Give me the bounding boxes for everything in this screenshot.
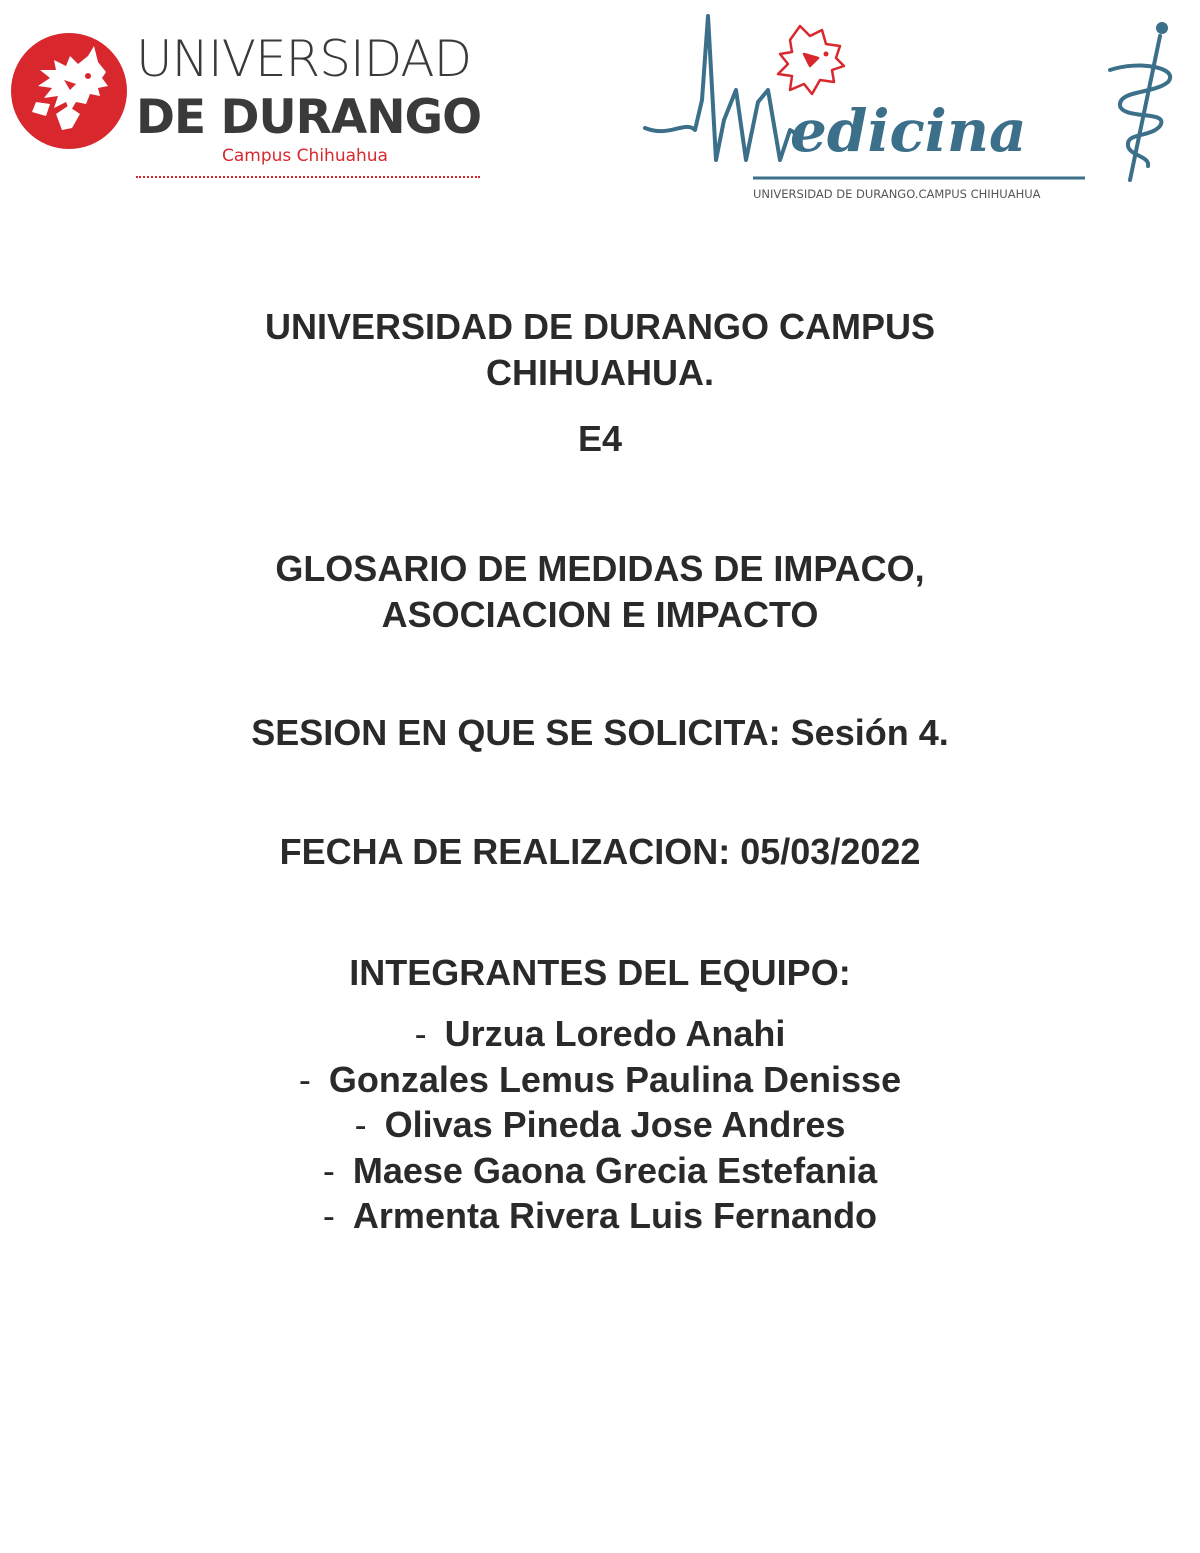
list-item	[100, 1102, 1100, 1148]
university-logo	[10, 30, 490, 185]
date-info: FECHA DE REALIZACION: 05/03/2022	[279, 831, 921, 872]
team-member-name: Armenta Rivera Luis Fernando	[352, 1195, 878, 1236]
document-title	[100, 546, 1100, 638]
list-item	[100, 1011, 1100, 1057]
team-member-name: Urzua Loredo Anahi	[444, 1013, 786, 1054]
team-member-name: Maese Gaona Grecia Estefania	[352, 1149, 878, 1191]
heartbeat-line-icon	[645, 16, 800, 160]
caduceus-icon	[1110, 22, 1170, 180]
bullet-dash: -	[414, 1013, 427, 1054]
medicine-subtitle: UNIVERSIDAD DE DURANGO.CAMPUS CHIHUAHUA	[753, 187, 1041, 201]
title-line: ASOCIACION E IMPACTO	[381, 594, 819, 635]
institution-line: UNIVERSIDAD DE DURANGO CAMPUS	[264, 306, 936, 347]
wolf-icon	[778, 26, 844, 94]
university-name-line2: DE DURANGO	[136, 90, 482, 145]
list-item	[100, 1148, 1100, 1194]
team-member-list	[100, 1011, 1100, 1239]
team-member-name: Gonzales Lemus Paulina Denisse	[328, 1058, 902, 1100]
team-heading: INTEGRANTES DEL EQUIPO:	[349, 952, 851, 993]
list-item	[100, 1057, 1100, 1103]
assignment-code: E4	[577, 418, 623, 459]
wolf-icon	[10, 32, 128, 150]
institution-line: CHIHUAHUA.	[486, 352, 714, 393]
session-info: SESION EN QUE SE SOLICITA: Sesión 4.	[251, 712, 949, 753]
bullet-dash: -	[354, 1104, 367, 1145]
medicine-wordmark: edicina	[790, 97, 1027, 165]
bullet-dash: -	[322, 1195, 335, 1236]
title-line: GLOSARIO DE MEDIDAS DE IMPACO,	[275, 548, 925, 589]
bullet-dash: -	[322, 1149, 335, 1191]
institution-name	[100, 304, 1100, 396]
campus-name: Campus Chihuahua	[222, 146, 388, 166]
bullet-dash: -	[298, 1058, 311, 1100]
dotted-divider	[136, 176, 480, 178]
university-name-line1: UNIVERSIDAD	[136, 30, 472, 88]
list-item	[100, 1193, 1100, 1239]
team-member-name: Olivas Pineda Jose Andres	[384, 1104, 846, 1145]
medicine-logo	[640, 10, 1190, 205]
